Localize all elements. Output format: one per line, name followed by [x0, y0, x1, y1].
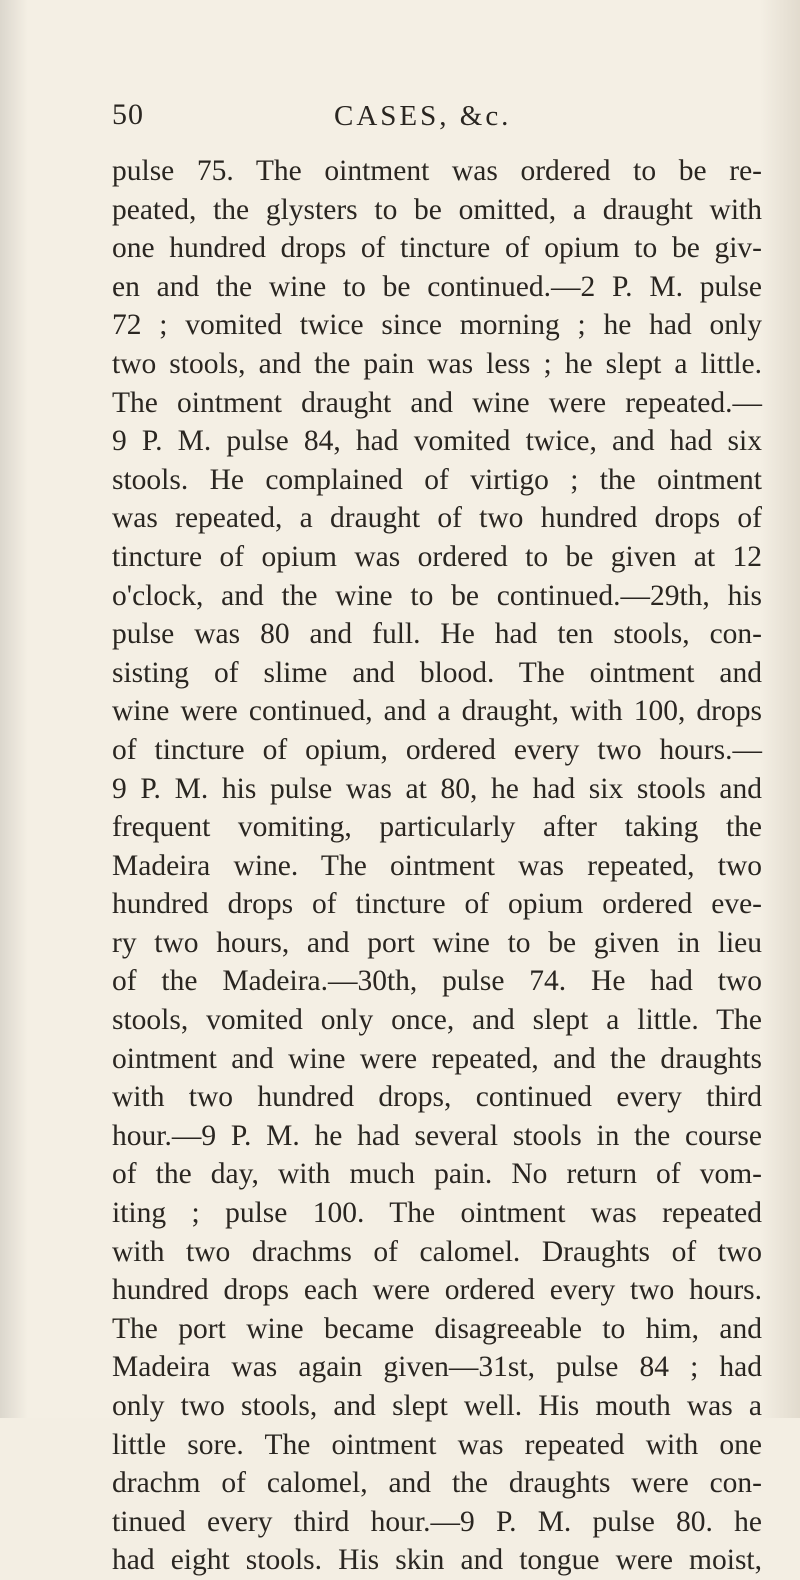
- text-line: little sore. The ointment was repeated with one: [112, 1428, 762, 1461]
- text-line: hundred drops of tincture of opium ordered eve-: [112, 888, 762, 921]
- text-line: was repeated, a draught of two hundred drops of: [112, 502, 762, 535]
- text-line: iting ; pulse 100. The ointment was repeated: [112, 1197, 762, 1230]
- text-line: ointment and wine were repeated, and the draughts: [112, 1042, 762, 1075]
- text-line: peated, the glysters to be omitted, a draught with: [112, 193, 762, 226]
- body-text: [112, 152, 762, 1580]
- text-line: 9 P. M. pulse 84, had vomited twice, and had six: [112, 425, 762, 458]
- text-line: hour.—9 P. M. he had several stools in the course: [112, 1119, 762, 1152]
- text-line: with two hundred drops, continued every third: [112, 1081, 762, 1114]
- text-line: 9 P. M. his pulse was at 80, he had six stools and: [112, 772, 762, 805]
- text-line: two stools, and the pain was less ; he slept a little.: [112, 347, 762, 380]
- text-line: pulse 75. The ointment was ordered to be re-: [112, 155, 762, 187]
- text-line: hundred drops each were ordered every two hours.: [112, 1274, 762, 1307]
- text-line: Madeira was again given—31st, pulse 84 ; had: [112, 1351, 762, 1384]
- text-line: tinued every third hour.—9 P. M. pulse 80. he: [112, 1505, 762, 1538]
- text-line: tincture of opium was ordered to be given at 12: [112, 540, 762, 573]
- running-head: CASES, &c.: [334, 100, 512, 132]
- text-line: of the day, with much pain. No return of vom-: [112, 1158, 762, 1191]
- text-line: drachm of calomel, and the draughts were con-: [112, 1467, 762, 1500]
- text-line: one hundred drops of tincture of opium to be giv-: [112, 232, 762, 265]
- text-line: of the Madeira.—30th, pulse 74. He had two: [112, 965, 762, 998]
- text-line: o'clock, and the wine to be continued.—29th, his: [112, 579, 762, 612]
- text-line: stools, vomited only once, and slept a little. The: [112, 1004, 762, 1037]
- text-line: only two stools, and slept well. His mouth was a: [112, 1390, 762, 1422]
- text-line: Madeira wine. The ointment was repeated, two: [112, 849, 762, 882]
- text-line: of tincture of opium, ordered every two hours.—: [112, 733, 762, 766]
- text-line: ry two hours, and port wine to be given in lieu: [112, 926, 762, 959]
- text-line: wine were continued, and a draught, with 100, drops: [112, 695, 762, 728]
- page-header: [112, 98, 752, 142]
- text-line: The port wine became disagreeable to him, and: [112, 1312, 762, 1345]
- text-line: 72 ; vomited twice since morning ; he had only: [112, 309, 762, 342]
- page-number: 50: [112, 98, 144, 131]
- text-line: frequent vomiting, particularly after taking the: [112, 811, 762, 844]
- text-line: pulse was 80 and full. He had ten stools, con-: [112, 618, 762, 651]
- text-line: The ointment draught and wine were repeated.—: [112, 386, 762, 419]
- text-line: with two drachms of calomel. Draughts of two: [112, 1235, 762, 1268]
- text-line: en and the wine to be continued.—2 P. M. pulse: [112, 270, 762, 303]
- text-line: stools. He complained of virtigo ; the ointment: [112, 463, 762, 496]
- text-line: sisting of slime and blood. The ointment and: [112, 656, 762, 689]
- text-line: had eight stools. His skin and tongue were moist,: [112, 1544, 762, 1577]
